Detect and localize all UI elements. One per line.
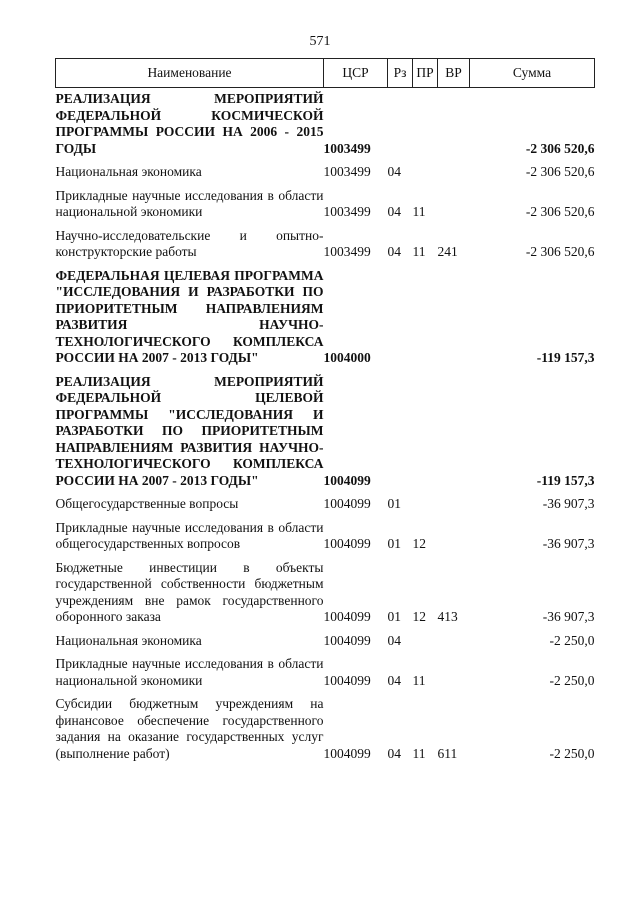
row-pr-cell: 12	[412, 609, 426, 624]
table-row	[56, 693, 595, 766]
row-pr-cell	[413, 88, 438, 162]
row-amount-cell: -2 250,0	[549, 632, 595, 648]
row-pr-cell	[413, 265, 438, 371]
row-code-cell: 1003499	[323, 204, 371, 219]
row-name-cell: ФЕДЕРАЛЬНАЯ ЦЕЛЕВАЯ ПРОГРАММА "ИССЛЕДОВАНИЯ И РАЗРАБОТКИ ПО ПРИОРИТЕТНЫМ НАПРАВЛЕНИЯМ РАЗВИТИЯ НАУЧНО-ТЕХНОЛОГИЧЕСКОГО КОМПЛЕКСА РОССИИ НА 2007 - 2013 ГОДЫ"	[55, 267, 324, 365]
row-pr-cell	[413, 630, 438, 654]
row-amount-cell: -2 250,0	[549, 745, 595, 761]
header-amount: Сумма	[470, 59, 595, 88]
row-vr-cell: 611	[437, 745, 458, 761]
header-rz: Рз	[388, 59, 413, 88]
row-code-cell: 1003499	[323, 140, 371, 156]
row-code-cell: 1004000	[323, 350, 371, 365]
row-name-cell: РЕАЛИЗАЦИЯ МЕРОПРИЯТИЙ ФЕДЕРАЛЬНОЙ КОСМИЧЕСКОЙ ПРОГРАММЫ РОССИИ НА 2006 - 2015 ГОДЫ	[55, 91, 324, 156]
row-vr-cell	[438, 653, 470, 693]
row-vr-cell	[438, 265, 470, 371]
row-pr-cell	[413, 161, 438, 185]
row-vr-cell	[438, 371, 470, 494]
row-rz-cell: 01	[387, 536, 401, 551]
row-vr-cell	[438, 185, 470, 225]
row-code-cell: 1004099	[323, 472, 371, 488]
row-amount-cell: -119 157,3	[536, 350, 595, 365]
row-pr-cell	[413, 371, 438, 494]
header-vr: ВР	[438, 59, 470, 88]
row-rz-cell	[388, 371, 413, 494]
row-vr-cell	[438, 493, 470, 517]
row-code-cell: 1004099	[323, 496, 371, 511]
table-body	[56, 88, 595, 767]
table-row	[56, 265, 595, 371]
row-rz-cell	[388, 88, 413, 162]
table-row	[56, 88, 595, 162]
row-code-cell: 1004099	[323, 672, 371, 688]
row-pr-cell	[413, 493, 438, 517]
row-amount-cell: -2 306 520,6	[525, 244, 595, 259]
row-rz-cell: 01	[387, 609, 401, 624]
row-amount-cell: -2 306 520,6	[525, 164, 595, 179]
row-rz-cell: 04	[387, 204, 401, 219]
row-rz-cell: 04	[387, 244, 401, 259]
row-name-cell: Прикладные научные исследования в области национальной экономики	[55, 656, 324, 688]
table-row	[56, 225, 595, 265]
row-amount-cell: -36 907,3	[542, 609, 595, 624]
row-pr-cell: 12	[412, 536, 426, 551]
row-vr-cell	[438, 161, 470, 185]
row-vr-cell	[438, 88, 470, 162]
row-amount-cell: -2 306 520,6	[525, 204, 595, 219]
row-name-cell: РЕАЛИЗАЦИЯ МЕРОПРИЯТИЙ ФЕДЕРАЛЬНОЙ ЦЕЛЕВОЙ ПРОГРАММЫ "ИССЛЕДОВАНИЯ И РАЗРАБОТКИ ПО ПРИОРИТЕТНЫМ НАПРАВЛЕНИЯМ РАЗВИТИЯ НАУЧНО-ТЕХНОЛОГИЧЕСКОГО КОМПЛЕКСА РОССИИ НА 2007 - 2013 ГОДЫ"	[55, 373, 324, 488]
row-pr-cell: 11	[412, 672, 426, 688]
table-header-row	[56, 59, 595, 88]
row-amount-cell: -2 306 520,6	[525, 140, 595, 156]
table-row	[56, 161, 595, 185]
row-rz-cell: 04	[387, 164, 401, 179]
row-code-cell: 1003499	[323, 244, 371, 259]
table-row	[56, 371, 595, 494]
table-row	[56, 653, 595, 693]
header-name: Наименование	[56, 59, 324, 88]
row-vr-cell	[438, 517, 470, 557]
table-row	[56, 185, 595, 225]
header-code: ЦСР	[324, 59, 388, 88]
row-vr-cell	[438, 630, 470, 654]
row-amount-cell: -36 907,3	[542, 496, 595, 511]
row-code-cell: 1004099	[323, 632, 371, 648]
row-rz-cell: 01	[387, 496, 401, 511]
header-pr: ПР	[413, 59, 438, 88]
row-vr-cell: 241	[437, 244, 458, 259]
row-code-cell: 1004099	[323, 536, 371, 551]
row-code-cell: 1003499	[323, 164, 371, 179]
row-rz-cell	[388, 265, 413, 371]
row-name-cell: Национальная экономика	[55, 164, 202, 179]
row-name-cell: Национальная экономика	[55, 632, 202, 648]
table-row	[56, 630, 595, 654]
row-code-cell: 1004099	[323, 609, 371, 624]
row-code-cell: 1004099	[323, 745, 371, 761]
row-rz-cell: 04	[387, 672, 401, 688]
row-name-cell: Субсидии бюджетным учреждениям на финансовое обеспечение государственного задания на оказание государственных услуг (выполнение работ)	[55, 696, 324, 761]
row-name-cell: Научно-исследовательские и опытно-конструкторские работы	[55, 227, 324, 259]
row-amount-cell: -2 250,0	[549, 672, 595, 688]
row-amount-cell: -119 157,3	[536, 472, 595, 488]
row-rz-cell: 04	[387, 632, 401, 648]
table-row	[56, 557, 595, 630]
row-name-cell: Прикладные научные исследования в области национальной экономики	[55, 187, 324, 219]
row-name-cell: Бюджетные инвестиции в объекты государственной собственности бюджетным учреждениям вне рамок государственного оборонного заказа	[55, 559, 324, 624]
budget-table	[55, 58, 595, 766]
table-row	[56, 493, 595, 517]
page-number: 571	[309, 34, 331, 49]
row-pr-cell: 11	[412, 244, 426, 259]
row-name-cell: Прикладные научные исследования в области общегосударственных вопросов	[55, 519, 324, 551]
row-pr-cell: 11	[412, 204, 426, 219]
row-pr-cell: 11	[412, 745, 426, 761]
row-rz-cell: 04	[387, 745, 401, 761]
row-amount-cell: -36 907,3	[542, 536, 595, 551]
row-vr-cell: 413	[437, 609, 458, 624]
table-row	[56, 517, 595, 557]
row-name-cell: Общегосударственные вопросы	[55, 496, 239, 511]
